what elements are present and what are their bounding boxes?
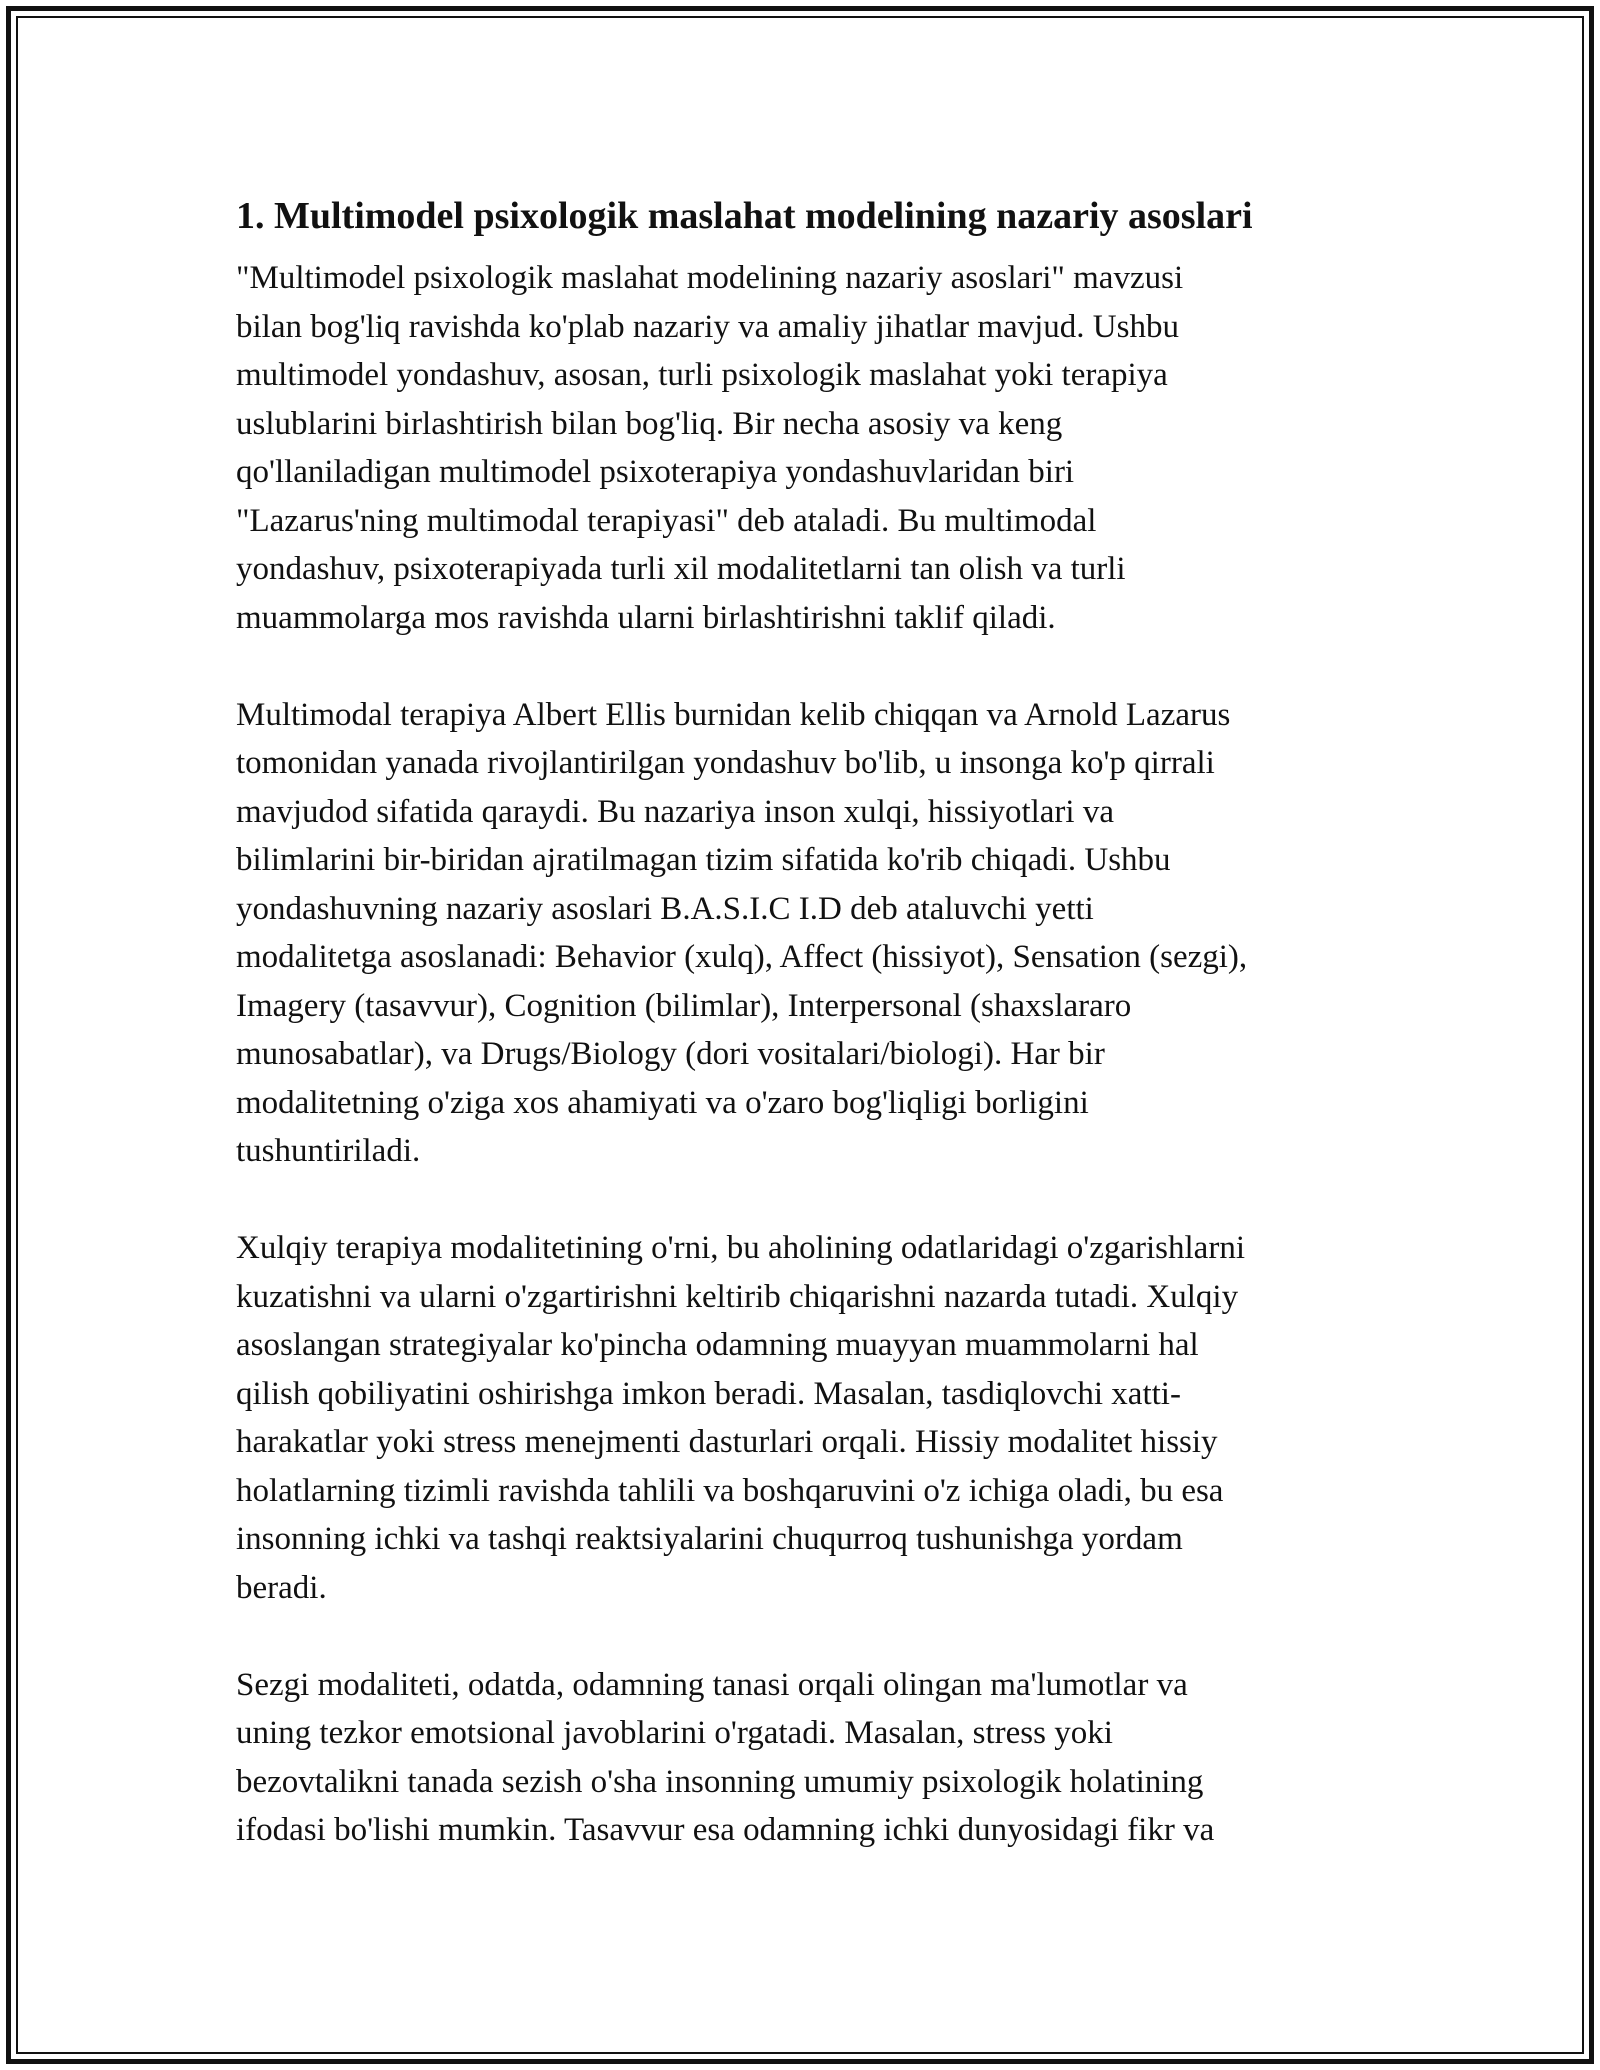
paragraph-line: modalitetga asoslanadi: Behavior (xulq), Affect (hissiyot), Sensation (sezgi),	[236, 939, 1248, 975]
paragraph-line: beradi.	[236, 1569, 327, 1606]
paragraph-line: tomonidan yanada rivojlantirilgan yondashuv bo'lib, u insonga ko'p qirrali	[236, 745, 1215, 781]
paragraph-line: mavjudod sifatida qaraydi. Bu nazariya inson xulqi, hissiyotlari va	[236, 793, 1114, 830]
paragraph-line: yondashuv, psixoterapiyada turli xil modalitetlarni tan olish va turli	[236, 551, 1126, 587]
paragraph-line: insonning ichki va tashqi reaktsiyalarini chuqurroq tushunishga yordam	[236, 1521, 1183, 1557]
paragraph-1	[236, 254, 1386, 642]
paragraph-line: ifodasi bo'lishi mumkin. Tasavvur esa odamning ichki dunyosidagi fikr va	[236, 1812, 1215, 1848]
paragraph-line: Multimodal terapiya Albert Ellis burnidan kelib chiqqan va Arnold Lazarus	[236, 696, 1231, 733]
paragraph-line: qilish qobiliyatini oshirishga imkon beradi. Masalan, tasdiqlovchi xatti-	[236, 1375, 1181, 1412]
paragraph-line: asoslangan strategiyalar ko'pincha odamning muayyan muammolarni hal	[236, 1327, 1199, 1363]
paragraph-line: "Lazarus'ning multimodal terapiyasi" deb ataladi. Bu multimodal	[236, 502, 1097, 539]
paragraph-line: modalitetning o'ziga xos ahamiyati va o'zaro bog'liqligi borligini	[236, 1084, 1089, 1121]
paragraph-line: muammolarga mos ravishda ularni birlashtirishni taklif qiladi.	[236, 599, 1056, 636]
paragraph-line: tushuntiriladi.	[236, 1133, 421, 1169]
paragraph-line: "Multimodel psixologik maslahat modelining nazariy asoslari" mavzusi	[236, 260, 1184, 296]
paragraph-line: uslublarini birlashtirish bilan bog'liq. Bir necha asosiy va keng	[236, 405, 1063, 442]
paragraph-line: multimodel yondashuv, asosan, turli psixologik maslahat yoki terapiya	[236, 357, 1168, 393]
paragraph-line: Xulqiy terapiya modalitetining o'rni, bu aholining odatlaridagi o'zgarishlarni	[236, 1230, 1245, 1266]
paragraph-2	[236, 691, 1386, 1176]
paragraph-line: yondashuvning nazariy asoslari B.A.S.I.C I.D deb ataluvchi yetti	[236, 890, 1094, 927]
paragraph-line: munosabatlar), va Drugs/Biology (dori vositalari/biologi). Har bir	[236, 1036, 1105, 1072]
paragraph-line: uning tezkor emotsional javoblarini o'rgatadi. Masalan, stress yoki	[236, 1715, 1113, 1751]
paragraph-line: bilimlarini bir-biridan ajratilmagan tizim sifatida ko'rib chiqadi. Ushbu	[236, 842, 1171, 878]
document-body	[236, 186, 1386, 1903]
paragraph-line: harakatlar yoki stress menejmenti dasturlari orqali. Hissiy modalitet hissiy	[236, 1424, 1218, 1460]
paragraph-line: kuzatishni va ularni o'zgartirishni keltirib chiqarishni nazarda tutadi. Xulqiy	[236, 1278, 1239, 1315]
paragraph-line: Imagery (tasavvur), Cognition (bilimlar), Interpersonal (shaxslararo	[236, 987, 1132, 1024]
paragraph-line: bilan bog'liq ravishda ko'plab nazariy va amaliy jihatlar mavjud. Ushbu	[236, 308, 1179, 345]
paragraph-4	[236, 1661, 1386, 1855]
paragraph-line: bezovtalikni tanada sezish o'sha insonning umumiy psixologik holatining	[236, 1763, 1204, 1800]
paragraph-line: holatlarning tizimli ravishda tahlili va boshqaruvini o'z ichiga oladi, bu esa	[236, 1472, 1224, 1509]
document-title: 1. Multimodel psixologik maslahat modelining nazariy asoslari	[236, 195, 1253, 237]
paragraph-3	[236, 1224, 1386, 1612]
paragraph-line: qo'llaniladigan multimodel psixoterapiya yondashuvlaridan biri	[236, 454, 1075, 490]
paragraph-line: Sezgi modaliteti, odatda, odamning tanasi orqali olingan ma'lumotlar va	[236, 1666, 1188, 1703]
